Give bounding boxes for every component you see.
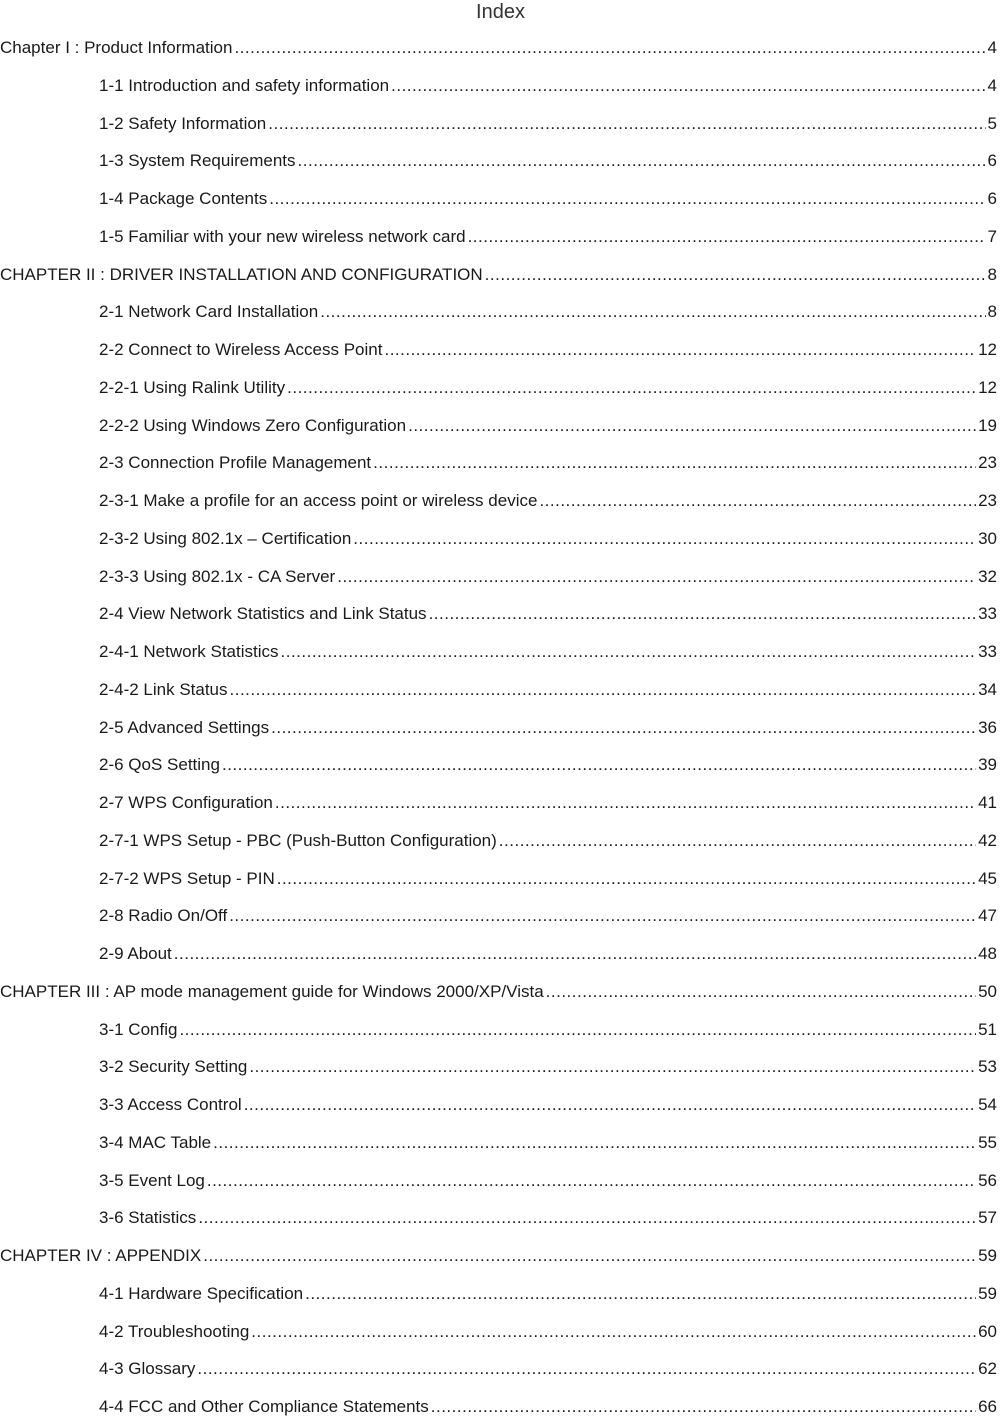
toc-section-entry[interactable]	[0, 784, 1001, 822]
dot-leader	[539, 482, 976, 520]
toc-entry-page-number: 4	[987, 75, 997, 95]
toc-entry-page-number: 30	[978, 528, 997, 548]
toc-entry-title: 2-3-3 Using 802.1x - CA Server	[99, 566, 336, 586]
toc-entry-title: 2-3-2 Using 802.1x – Certification	[99, 528, 352, 548]
dot-leader	[234, 29, 985, 67]
toc-section-entry[interactable]	[0, 293, 1001, 331]
toc-section-entry[interactable]	[0, 105, 1001, 143]
toc-section-entry[interactable]	[0, 1086, 1001, 1124]
toc-entry-page-number: 19	[978, 415, 997, 435]
toc-entry-title: 2-2-1 Using Ralink Utility	[99, 377, 286, 397]
toc-entry-title: 3-5 Event Log	[99, 1170, 205, 1190]
toc-entry-title: 2-5 Advanced Settings	[99, 717, 270, 737]
toc-section-entry[interactable]	[0, 935, 1001, 973]
toc-entry-title: 4-4 FCC and Other Compliance Statements	[99, 1397, 429, 1416]
toc-entry-page-number: 34	[978, 679, 997, 699]
toc-section-entry[interactable]	[0, 1124, 1001, 1162]
toc-entry-page-number: 42	[978, 830, 997, 850]
dot-leader	[408, 407, 976, 445]
toc-entry-title: 2-2 Connect to Wireless Access Point	[99, 340, 383, 359]
toc-section-entry[interactable]	[0, 860, 1001, 898]
toc-chapter-entry[interactable]	[0, 29, 1001, 67]
toc-entry-title: 2-8 Radio On/Off	[99, 906, 228, 926]
toc-section-entry[interactable]	[0, 331, 1001, 369]
dot-leader	[213, 1124, 976, 1162]
toc-section-entry[interactable]	[0, 822, 1001, 860]
toc-entry-page-number: 51	[978, 1019, 997, 1039]
toc-section-entry[interactable]	[0, 67, 1001, 105]
dot-leader	[230, 671, 977, 709]
toc-entry-page-number: 54	[978, 1095, 997, 1114]
dot-leader	[179, 1011, 976, 1049]
page-title: Index	[476, 1, 525, 23]
dot-leader	[249, 1048, 976, 1086]
toc-entry-page-number: 48	[978, 944, 997, 963]
dot-leader	[268, 105, 985, 143]
toc-section-entry[interactable]	[0, 709, 1001, 747]
toc-section-entry[interactable]	[0, 1199, 1001, 1237]
toc-chapter-entry[interactable]	[0, 256, 1001, 294]
toc-entry-title: 4-1 Hardware Specification	[99, 1283, 304, 1303]
toc-chapter-entry[interactable]	[0, 973, 1001, 1011]
toc-entry-title: CHAPTER IV : APPENDIX	[0, 1246, 202, 1265]
toc-entry-title: 1-1 Introduction and safety information	[99, 75, 390, 95]
dot-leader	[271, 709, 976, 747]
dot-leader	[546, 973, 976, 1011]
toc-entry-title: 4-2 Troubleshooting	[99, 1321, 250, 1341]
toc-entry-page-number: 12	[978, 377, 997, 397]
toc-entry-page-number: 6	[987, 151, 997, 171]
toc-section-entry[interactable]	[0, 1275, 1001, 1313]
dot-leader	[485, 256, 986, 294]
toc-entry-page-number: 23	[978, 491, 997, 510]
toc-entry-page-number: 55	[978, 1132, 997, 1152]
dot-leader	[431, 1388, 976, 1426]
toc-entry-page-number: 60	[978, 1321, 997, 1341]
toc-entry-title: 3-3 Access Control	[99, 1095, 242, 1114]
toc-entry-page-number: 8	[987, 302, 997, 322]
dot-leader	[203, 1237, 976, 1275]
toc-entry-title: 1-2 Safety Information	[99, 113, 267, 133]
toc-entry-title: CHAPTER II : DRIVER INSTALLATION AND CONFIGURATION	[0, 264, 483, 284]
toc-entry-title: 2-4 View Network Statistics and Link Status	[99, 604, 427, 624]
toc-entry-page-number: 5	[987, 113, 997, 133]
toc-entry-title: 3-2 Security Setting	[99, 1057, 248, 1077]
toc-entry-title: CHAPTER III : AP mode management guide for Windows 2000/XP/Vista	[0, 981, 544, 1001]
toc-entry-page-number: 33	[978, 642, 997, 661]
toc-entry-title: 2-2-2 Using Windows Zero Configuration	[99, 415, 407, 435]
toc-entry-page-number: 36	[978, 717, 997, 737]
toc-entry-title: Chapter I : Product Information	[0, 38, 233, 57]
toc-section-entry[interactable]	[0, 407, 1001, 445]
dot-leader	[298, 142, 986, 180]
toc-entry-page-number: 39	[978, 755, 997, 775]
toc-entry-title: 2-3-1 Make a profile for an access point or wireless device	[99, 491, 538, 510]
toc-entry-page-number: 66	[978, 1397, 997, 1416]
toc-entry-page-number: 50	[978, 981, 997, 1001]
toc-entry-page-number: 53	[978, 1057, 997, 1077]
toc-section-entry[interactable]	[0, 595, 1001, 633]
dot-leader	[468, 218, 986, 256]
toc-entry-title: 1-4 Package Contents	[99, 189, 268, 208]
dot-leader	[269, 180, 985, 218]
dot-leader	[337, 558, 976, 596]
toc-entry-title: 1-3 System Requirements	[99, 151, 296, 171]
toc-entry-page-number: 45	[978, 868, 997, 888]
toc-entry-title: 1-5 Familiar with your new wireless network card	[99, 226, 466, 246]
toc-entry-title: 3-6 Statistics	[99, 1208, 197, 1228]
dot-leader	[281, 633, 977, 671]
toc-section-entry[interactable]	[0, 1162, 1001, 1200]
toc-entry-page-number: 62	[978, 1359, 997, 1379]
toc-entry-title: 2-4-2 Link Status	[99, 679, 228, 699]
toc-entry-page-number: 41	[978, 793, 997, 812]
toc-section-entry[interactable]	[0, 482, 1001, 520]
toc-entry-page-number: 33	[978, 604, 997, 624]
toc-section-entry[interactable]	[0, 897, 1001, 935]
dot-leader	[373, 444, 976, 482]
toc-entry-title: 4-3 Glossary	[99, 1359, 196, 1379]
toc-entry-title: 2-1 Network Card Installation	[99, 302, 319, 322]
toc-section-entry[interactable]	[0, 671, 1001, 709]
dot-leader	[275, 784, 976, 822]
toc-entry-page-number: 12	[978, 340, 997, 359]
toc-entry-title: 2-9 About	[99, 944, 172, 963]
toc-entry-title: 3-4 MAC Table	[99, 1132, 212, 1152]
toc-section-entry[interactable]	[0, 746, 1001, 784]
toc-entry-page-number: 59	[978, 1246, 997, 1265]
dot-leader	[384, 331, 976, 369]
toc-chapter-entry[interactable]	[0, 1237, 1001, 1275]
dot-leader	[305, 1275, 976, 1313]
toc-section-entry[interactable]	[0, 218, 1001, 256]
dot-leader	[222, 746, 976, 784]
dot-leader	[320, 293, 985, 331]
toc-entry-title: 2-7-1 WPS Setup - PBC (Push-Button Configuration)	[99, 830, 497, 850]
toc-section-entry[interactable]	[0, 520, 1001, 558]
toc-section-entry[interactable]	[0, 1011, 1001, 1049]
dot-leader	[499, 822, 976, 860]
toc-section-entry[interactable]	[0, 633, 1001, 671]
dot-leader	[429, 595, 977, 633]
dot-leader	[277, 860, 976, 898]
toc-entry-page-number: 59	[978, 1283, 997, 1303]
toc-section-entry[interactable]	[0, 180, 1001, 218]
dot-leader	[207, 1162, 976, 1200]
dot-leader	[244, 1086, 976, 1124]
toc-entry-title: 2-6 QoS Setting	[99, 755, 220, 775]
toc-entry-page-number: 7	[987, 226, 997, 246]
toc-entry-title: 2-3 Connection Profile Management	[99, 453, 372, 473]
toc-entry-page-number: 32	[978, 566, 997, 586]
toc-entry-page-number: 57	[978, 1208, 997, 1228]
toc-section-entry[interactable]	[0, 444, 1001, 482]
toc-section-entry[interactable]	[0, 1388, 1001, 1426]
toc-section-entry[interactable]	[0, 1350, 1001, 1388]
toc-entry-page-number: 8	[987, 264, 997, 284]
toc-entry-page-number: 47	[978, 906, 997, 926]
dot-leader	[391, 67, 985, 105]
toc-entry-page-number: 23	[978, 453, 997, 473]
toc-entry-page-number: 56	[978, 1170, 997, 1190]
table-of-contents	[0, 29, 1001, 1426]
dot-leader	[229, 897, 976, 935]
toc-entry-title: 3-1 Config	[99, 1019, 178, 1039]
dot-leader	[198, 1199, 976, 1237]
toc-entry-title: 2-4-1 Network Statistics	[99, 642, 279, 661]
toc-section-entry[interactable]	[0, 1313, 1001, 1351]
toc-section-entry[interactable]	[0, 369, 1001, 407]
toc-section-entry[interactable]	[0, 558, 1001, 596]
dot-leader	[174, 935, 976, 973]
toc-entry-title: 2-7 WPS Configuration	[99, 793, 273, 812]
toc-entry-title: 2-7-2 WPS Setup - PIN	[99, 868, 275, 888]
dot-leader	[197, 1350, 976, 1388]
dot-leader	[251, 1313, 976, 1351]
toc-entry-page-number: 6	[987, 189, 997, 208]
toc-entry-page-number: 4	[987, 38, 997, 57]
dot-leader	[287, 369, 976, 407]
toc-section-entry[interactable]	[0, 142, 1001, 180]
toc-section-entry[interactable]	[0, 1048, 1001, 1086]
dot-leader	[353, 520, 976, 558]
